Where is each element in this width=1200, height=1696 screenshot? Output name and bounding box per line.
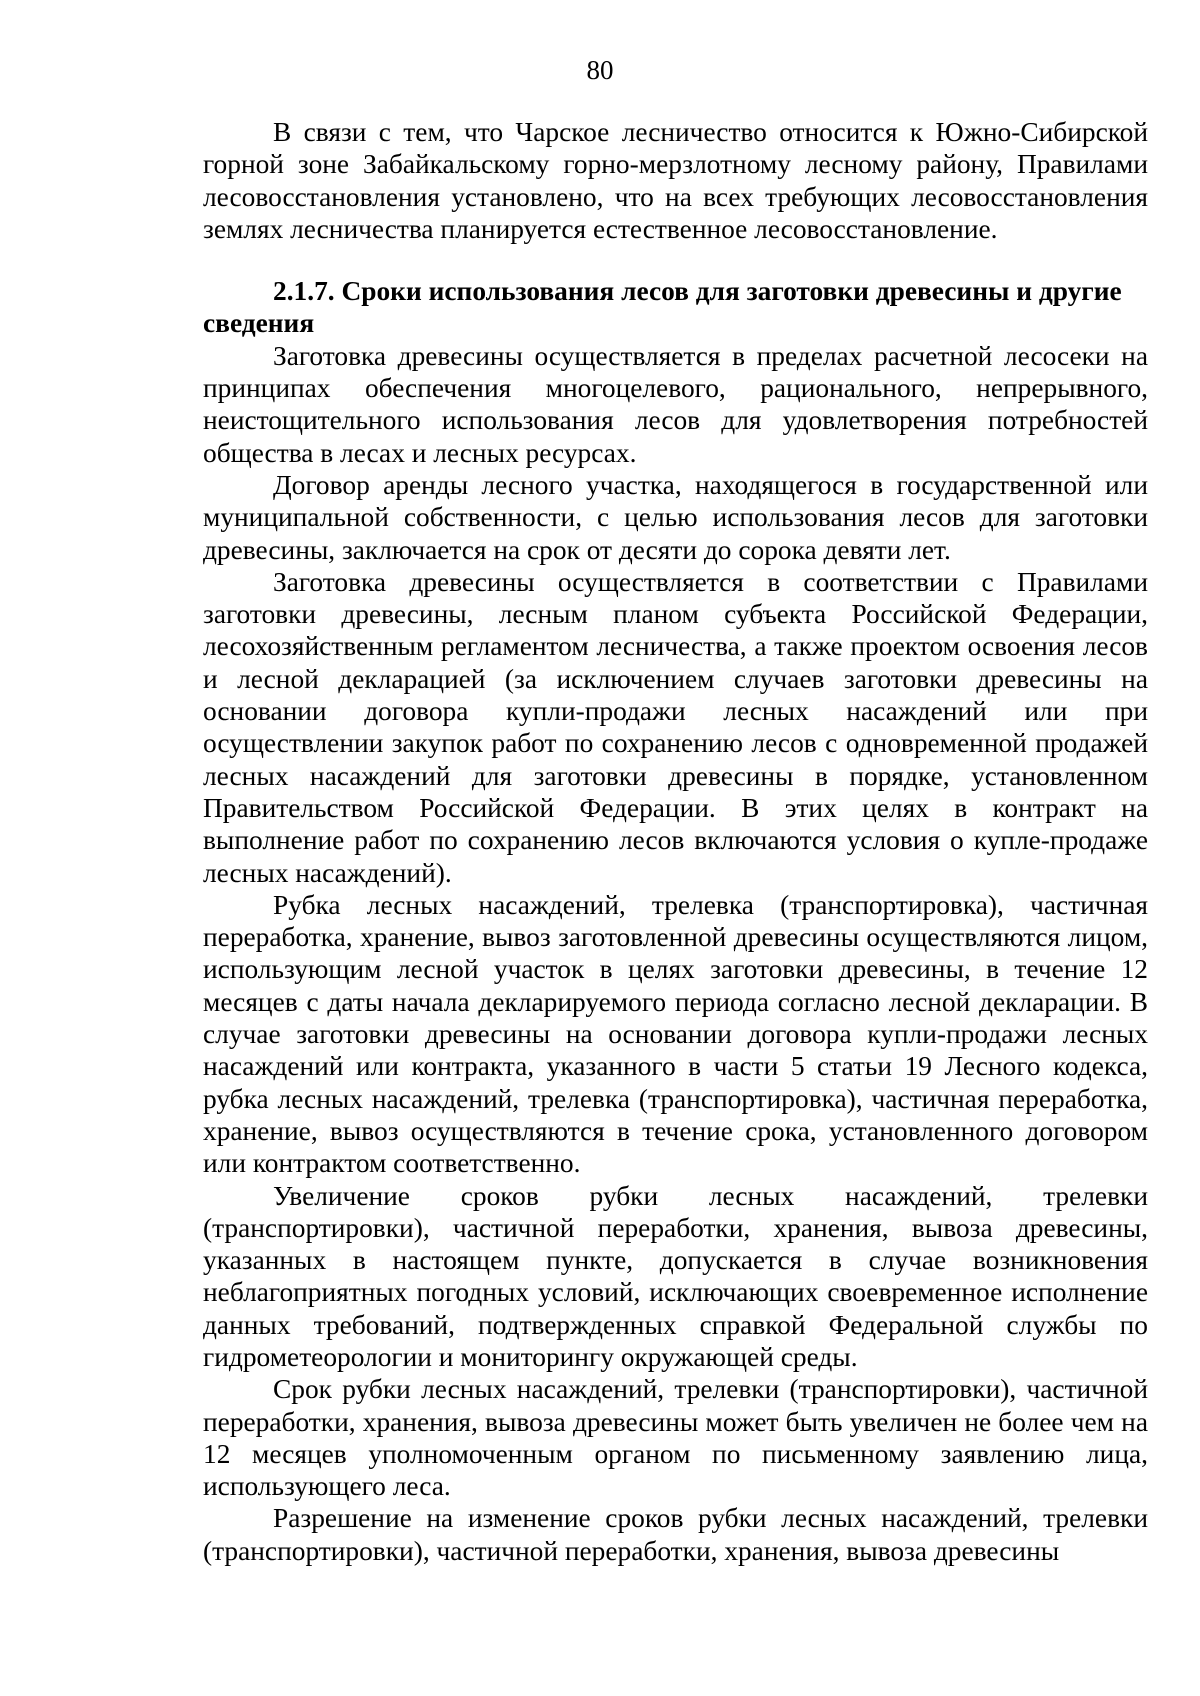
body-paragraph: Заготовка древесины осуществляется в соответствии с Правилами заготовки древесины, лесным планом субъекта Российской Федерации, лесохозяйственным регламентом лесничества, а также проектом освоения лесов и лесной декларацией (за исключением случаев заготовки древесины на основании договора купли-продажи лесных насаждений или при осуществлении закупок работ по сохранению лесов с одновременной продажей лесных насаждений для заготовки древесины в порядке, установленном Правительством Российской Федерации. В этих целях в контракт на выполнение работ по сохранению лесов включаются условия о купле-продаже лесных насаждений). [203,566,1148,888]
section-heading: 2.1.7. Сроки использования лесов для заготовки древесины и другие сведения [203,276,1122,339]
body-paragraph: Срок рубки лесных насаждений, трелевки (транспортировки), частичной переработки, хранения, вывоза древесины может быть увеличен не более чем на 12 месяцев уполномоченным органом по письменному заявлению лица, использующего леса. [203,1374,1148,1502]
page-content [203,116,1148,1567]
body-paragraph: Заготовка древесины осуществляется в пределах расчетной лесосеки на принципах обеспечения многоцелевого, рационального, непрерывного, неистощительного использования лесов для удовлетворения потребностей общества в лесах и лесных ресурсах. [203,340,1148,468]
body-paragraph: Увеличение сроков рубки лесных насаждений, трелевки (транспортировки), частичной переработки, хранения, вывоза древесины, указанных в настоящем пункте, допускается в случае возникновения неблагоприятных погодных условий, исключающих своевременное исполнение данных требований, подтвержденных справкой Федеральной службы по гидрометеорологии и мониторингу окружающей среды. [203,1180,1148,1372]
page-number: 80 [586,55,614,85]
body-paragraph: Разрешение на изменение сроков рубки лесных насаждений, трелевки (транспортировки), частичной переработки, хранения, вывоза древесины [203,1503,1148,1566]
body-paragraph: Договор аренды лесного участка, находящегося в государственной или муниципальной собственности, с целью использования лесов для заготовки древесины, заключается на срок от десяти до сорока девяти лет. [203,469,1148,565]
body-paragraph: Рубка лесных насаждений, трелевка (транспортировка), частичная переработка, хранение, вывоз заготовленной древесины осуществляются лицом, использующим лесной участок в целях заготовки древесины, в течение 12 месяцев с даты начала декларируемого периода согласно лесной декларации. В случае заготовки древесины на основании договора купли-продажи лесных насаждений или контракта, указанного в части 5 статьи 19 Лесного кодекса, рубка лесных насаждений, трелевка (транспортировка), частичная переработка, хранение, вывоз осуществляются в течение срока, установленного договором или контрактом соответственно. [203,889,1148,1179]
intro-paragraph: В связи с тем, что Чарское лесничество относится к Южно-Сибирской горной зоне Забайкальскому горно-мерзлотному лесному району, Правилами лесовосстановления установлено, что на всех требующих лесовосстановления землях лесничества планируется естественное лесовосстановление. [203,117,1148,244]
